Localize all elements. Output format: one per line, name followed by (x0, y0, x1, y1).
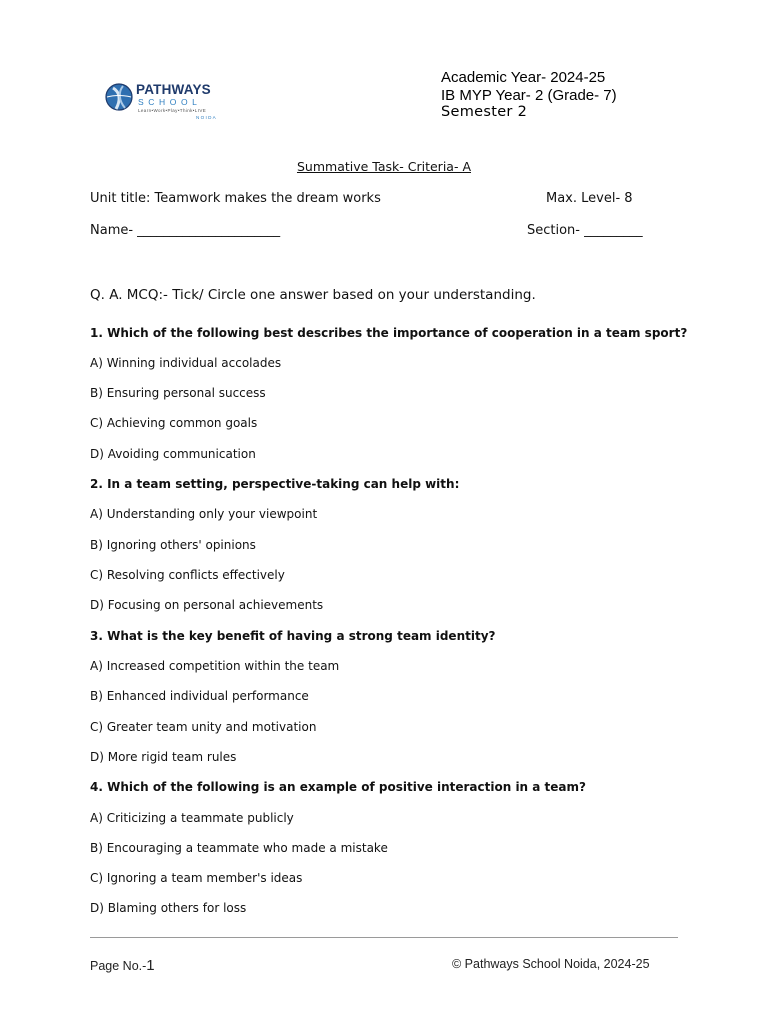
name-field[interactable]: Name- ______________________ (90, 223, 281, 238)
question-3-option-c[interactable]: C) Greater team unity and motivation (90, 720, 317, 734)
copyright-footer: © Pathways School Noida, 2024-25 (452, 957, 650, 971)
question-4-option-b[interactable]: B) Encouraging a teammate who made a mistake (90, 841, 388, 855)
question-4-option-a[interactable]: A) Criticizing a teammate publicly (90, 811, 294, 825)
question-3: 3. What is the key benefit of having a strong team identity? (90, 629, 496, 643)
question-4: 4. Which of the following is an example of positive interaction in a team? (90, 780, 586, 794)
globe-logo-icon (104, 82, 134, 112)
logo-city: NOIDA (196, 115, 218, 120)
question-1-option-a[interactable]: A) Winning individual accolades (90, 356, 282, 370)
question-2-option-a[interactable]: A) Understanding only your viewpoint (90, 507, 318, 521)
question-4-option-c[interactable]: C) Ignoring a team member's ideas (90, 871, 303, 885)
question-1: 1. Which of the following best describes the importance of cooperation in a team sport? (90, 326, 688, 340)
question-1-option-b[interactable]: B) Ensuring personal success (90, 386, 266, 400)
question-4-option-d[interactable]: D) Blaming others for loss (90, 901, 247, 915)
question-2-option-d[interactable]: D) Focusing on personal achievements (90, 598, 324, 612)
semester: Semester 2 (441, 104, 528, 120)
page-number-footer (90, 957, 155, 974)
logo-school-text: SCHOOL (138, 97, 202, 107)
question-2-option-c[interactable]: C) Resolving conflicts effectively (90, 568, 285, 582)
footer-divider (90, 937, 678, 938)
logo-wordmark: PATHWAYS (136, 82, 211, 97)
question-1-option-c[interactable]: C) Achieving common goals (90, 416, 258, 430)
mcq-section-heading: Q. A. MCQ:- Tick/ Circle one answer based on your understanding. (90, 287, 536, 303)
question-3-option-a[interactable]: A) Increased competition within the team (90, 659, 340, 673)
max-level: Max. Level- 8 (546, 191, 633, 206)
task-title: Summative Task- Criteria- A (296, 159, 471, 174)
school-logo (104, 78, 234, 126)
question-2: 2. In a team setting, perspective-taking can help with: (90, 477, 460, 491)
section-field[interactable]: Section- _________ (527, 223, 643, 238)
page-label: Page No.- (90, 959, 147, 973)
unit-title: Unit title: Teamwork makes the dream works (90, 191, 381, 206)
logo-tagline: Learn•Work•Play•Think•LIVE (138, 108, 207, 113)
question-3-option-b[interactable]: B) Enhanced individual performance (90, 689, 309, 703)
page-number: 1 (146, 957, 155, 974)
question-2-option-b[interactable]: B) Ignoring others' opinions (90, 538, 256, 552)
question-3-option-d[interactable]: D) More rigid team rules (90, 750, 237, 764)
academic-year: Academic Year- 2024-25 (441, 69, 606, 86)
program-grade: IB MYP Year- 2 (Grade- 7) (441, 87, 617, 104)
question-1-option-d[interactable]: D) Avoiding communication (90, 447, 256, 461)
